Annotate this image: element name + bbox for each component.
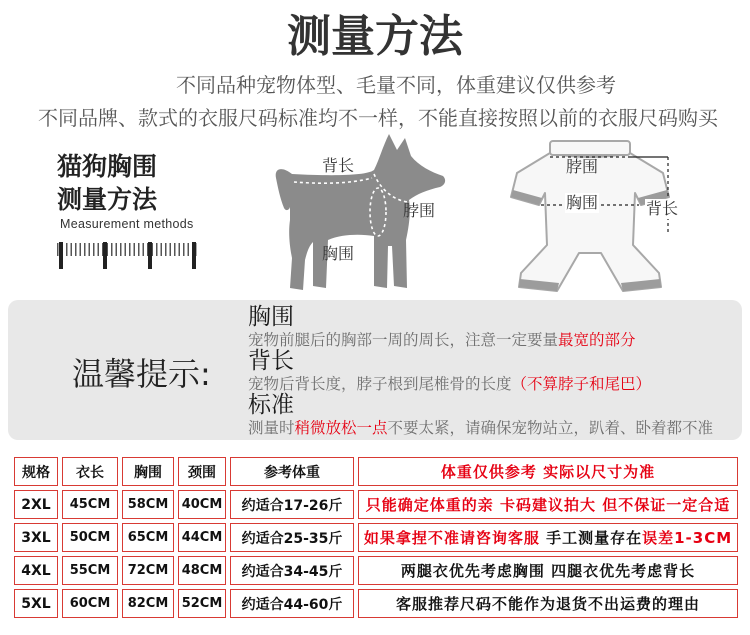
notice-line-2: 不同品牌、款式的衣服尺码标准均不一样，不能直接按照以前的衣服尺码购买 bbox=[38, 106, 718, 130]
tip-text-standard bbox=[248, 418, 713, 438]
tip-title-standard: 标准 bbox=[248, 392, 294, 418]
ruler-minor-ticks bbox=[57, 243, 197, 256]
tip-text-segment: 不要太紧，请确保宠物站立，趴着、卧着都不准 bbox=[387, 419, 714, 437]
dog-label-chest: 胸围 bbox=[322, 244, 355, 263]
cell-note bbox=[358, 556, 738, 585]
tip-text-segment: 宠物前腿后的胸部一周的周长，注意一定要量 bbox=[248, 331, 559, 349]
ruler-icon bbox=[57, 240, 197, 270]
notice-line-1: 不同品种宠物体型、毛量不同，体重建议仅供参考 bbox=[176, 73, 616, 97]
tip-text-segment: 宠物后背长度，脖子根到尾椎骨的长度 bbox=[248, 375, 512, 393]
cell-size: 4XL bbox=[14, 556, 58, 585]
tip-title-back-length: 背长 bbox=[248, 348, 294, 374]
tips-heading: 温馨提示: bbox=[72, 355, 211, 393]
table-row bbox=[14, 556, 738, 585]
header-neck: 颈围 bbox=[178, 457, 226, 486]
cell-neck: 52CM bbox=[178, 589, 226, 618]
garment-label-back-length: 背长 bbox=[646, 199, 679, 218]
method-subtitle: Measurement methods bbox=[60, 217, 194, 231]
cell-length: 60CM bbox=[62, 589, 118, 618]
cell-chest: 58CM bbox=[122, 490, 174, 519]
cell-neck: 48CM bbox=[178, 556, 226, 585]
ruler-major-tick bbox=[192, 242, 196, 269]
table-row bbox=[14, 490, 738, 519]
tip-title-chest: 胸围 bbox=[248, 304, 294, 330]
cell-weight: 约适合17-26斤 bbox=[230, 490, 354, 519]
cell-neck: 40CM bbox=[178, 490, 226, 519]
garment-label-neck: 脖围 bbox=[566, 157, 599, 176]
note-segment: 只能确定体重的亲 卡码建议拍大 但不保证一定合适 bbox=[365, 496, 731, 514]
cell-neck: 44CM bbox=[178, 523, 226, 552]
cell-weight: 约适合34-45斤 bbox=[230, 556, 354, 585]
garment-label-chest: 胸围 bbox=[566, 193, 599, 212]
tip-text-segment: 测量时 bbox=[248, 419, 295, 437]
size-table bbox=[10, 453, 742, 622]
tip-text-highlight: 最宽的部分 bbox=[558, 331, 636, 349]
note-segment: 误差1-3CM bbox=[642, 529, 733, 547]
cell-note bbox=[358, 589, 738, 618]
ruler-major-tick bbox=[148, 242, 152, 269]
table-row bbox=[14, 589, 738, 618]
ruler-major-tick bbox=[59, 242, 63, 269]
cell-weight: 约适合44-60斤 bbox=[230, 589, 354, 618]
cell-note bbox=[358, 523, 738, 552]
cell-chest: 72CM bbox=[122, 556, 174, 585]
method-title-line-2: 测量方法 bbox=[57, 185, 158, 214]
dog-label-neck: 脖围 bbox=[403, 201, 436, 220]
cell-size: 3XL bbox=[14, 523, 58, 552]
note-segment: 如果拿捏不准请咨询客服 bbox=[363, 529, 540, 547]
tip-text-back-length bbox=[248, 374, 651, 394]
header-length: 衣长 bbox=[62, 457, 118, 486]
table-row bbox=[14, 523, 738, 552]
cell-size: 2XL bbox=[14, 490, 58, 519]
page-title: 测量方法 bbox=[287, 11, 463, 62]
tip-text-chest bbox=[248, 330, 636, 350]
cell-note bbox=[358, 490, 738, 519]
cell-weight: 约适合25-35斤 bbox=[230, 523, 354, 552]
header-size: 规格 bbox=[14, 457, 58, 486]
cell-chest: 82CM bbox=[122, 589, 174, 618]
tip-text-highlight: （不算脖子和尾巴） bbox=[511, 375, 652, 393]
cell-length: 50CM bbox=[62, 523, 118, 552]
garment-collar bbox=[550, 141, 630, 155]
cell-size: 5XL bbox=[14, 589, 58, 618]
ruler-major-tick bbox=[103, 242, 107, 269]
cell-length: 55CM bbox=[62, 556, 118, 585]
cell-chest: 65CM bbox=[122, 523, 174, 552]
table-header-row bbox=[14, 457, 738, 486]
tip-text-highlight: 稍微放松一点 bbox=[294, 419, 388, 437]
header-chest: 胸围 bbox=[122, 457, 174, 486]
cell-length: 45CM bbox=[62, 490, 118, 519]
header-weight: 参考体重 bbox=[230, 457, 354, 486]
header-note-text: 体重仅供参考 实际以尺寸为准 bbox=[440, 463, 656, 481]
header-note bbox=[358, 457, 738, 486]
dog-label-back-length: 背长 bbox=[322, 156, 355, 175]
note-segment: 手工测量存在 bbox=[539, 529, 643, 547]
note-segment: 客服推荐尺码不能作为退货不出运费的理由 bbox=[395, 595, 700, 613]
note-segment: 两腿衣优先考虑胸围 四腿衣优先考虑背长 bbox=[400, 562, 696, 580]
method-title-line-1: 猫狗胸围 bbox=[57, 152, 158, 181]
